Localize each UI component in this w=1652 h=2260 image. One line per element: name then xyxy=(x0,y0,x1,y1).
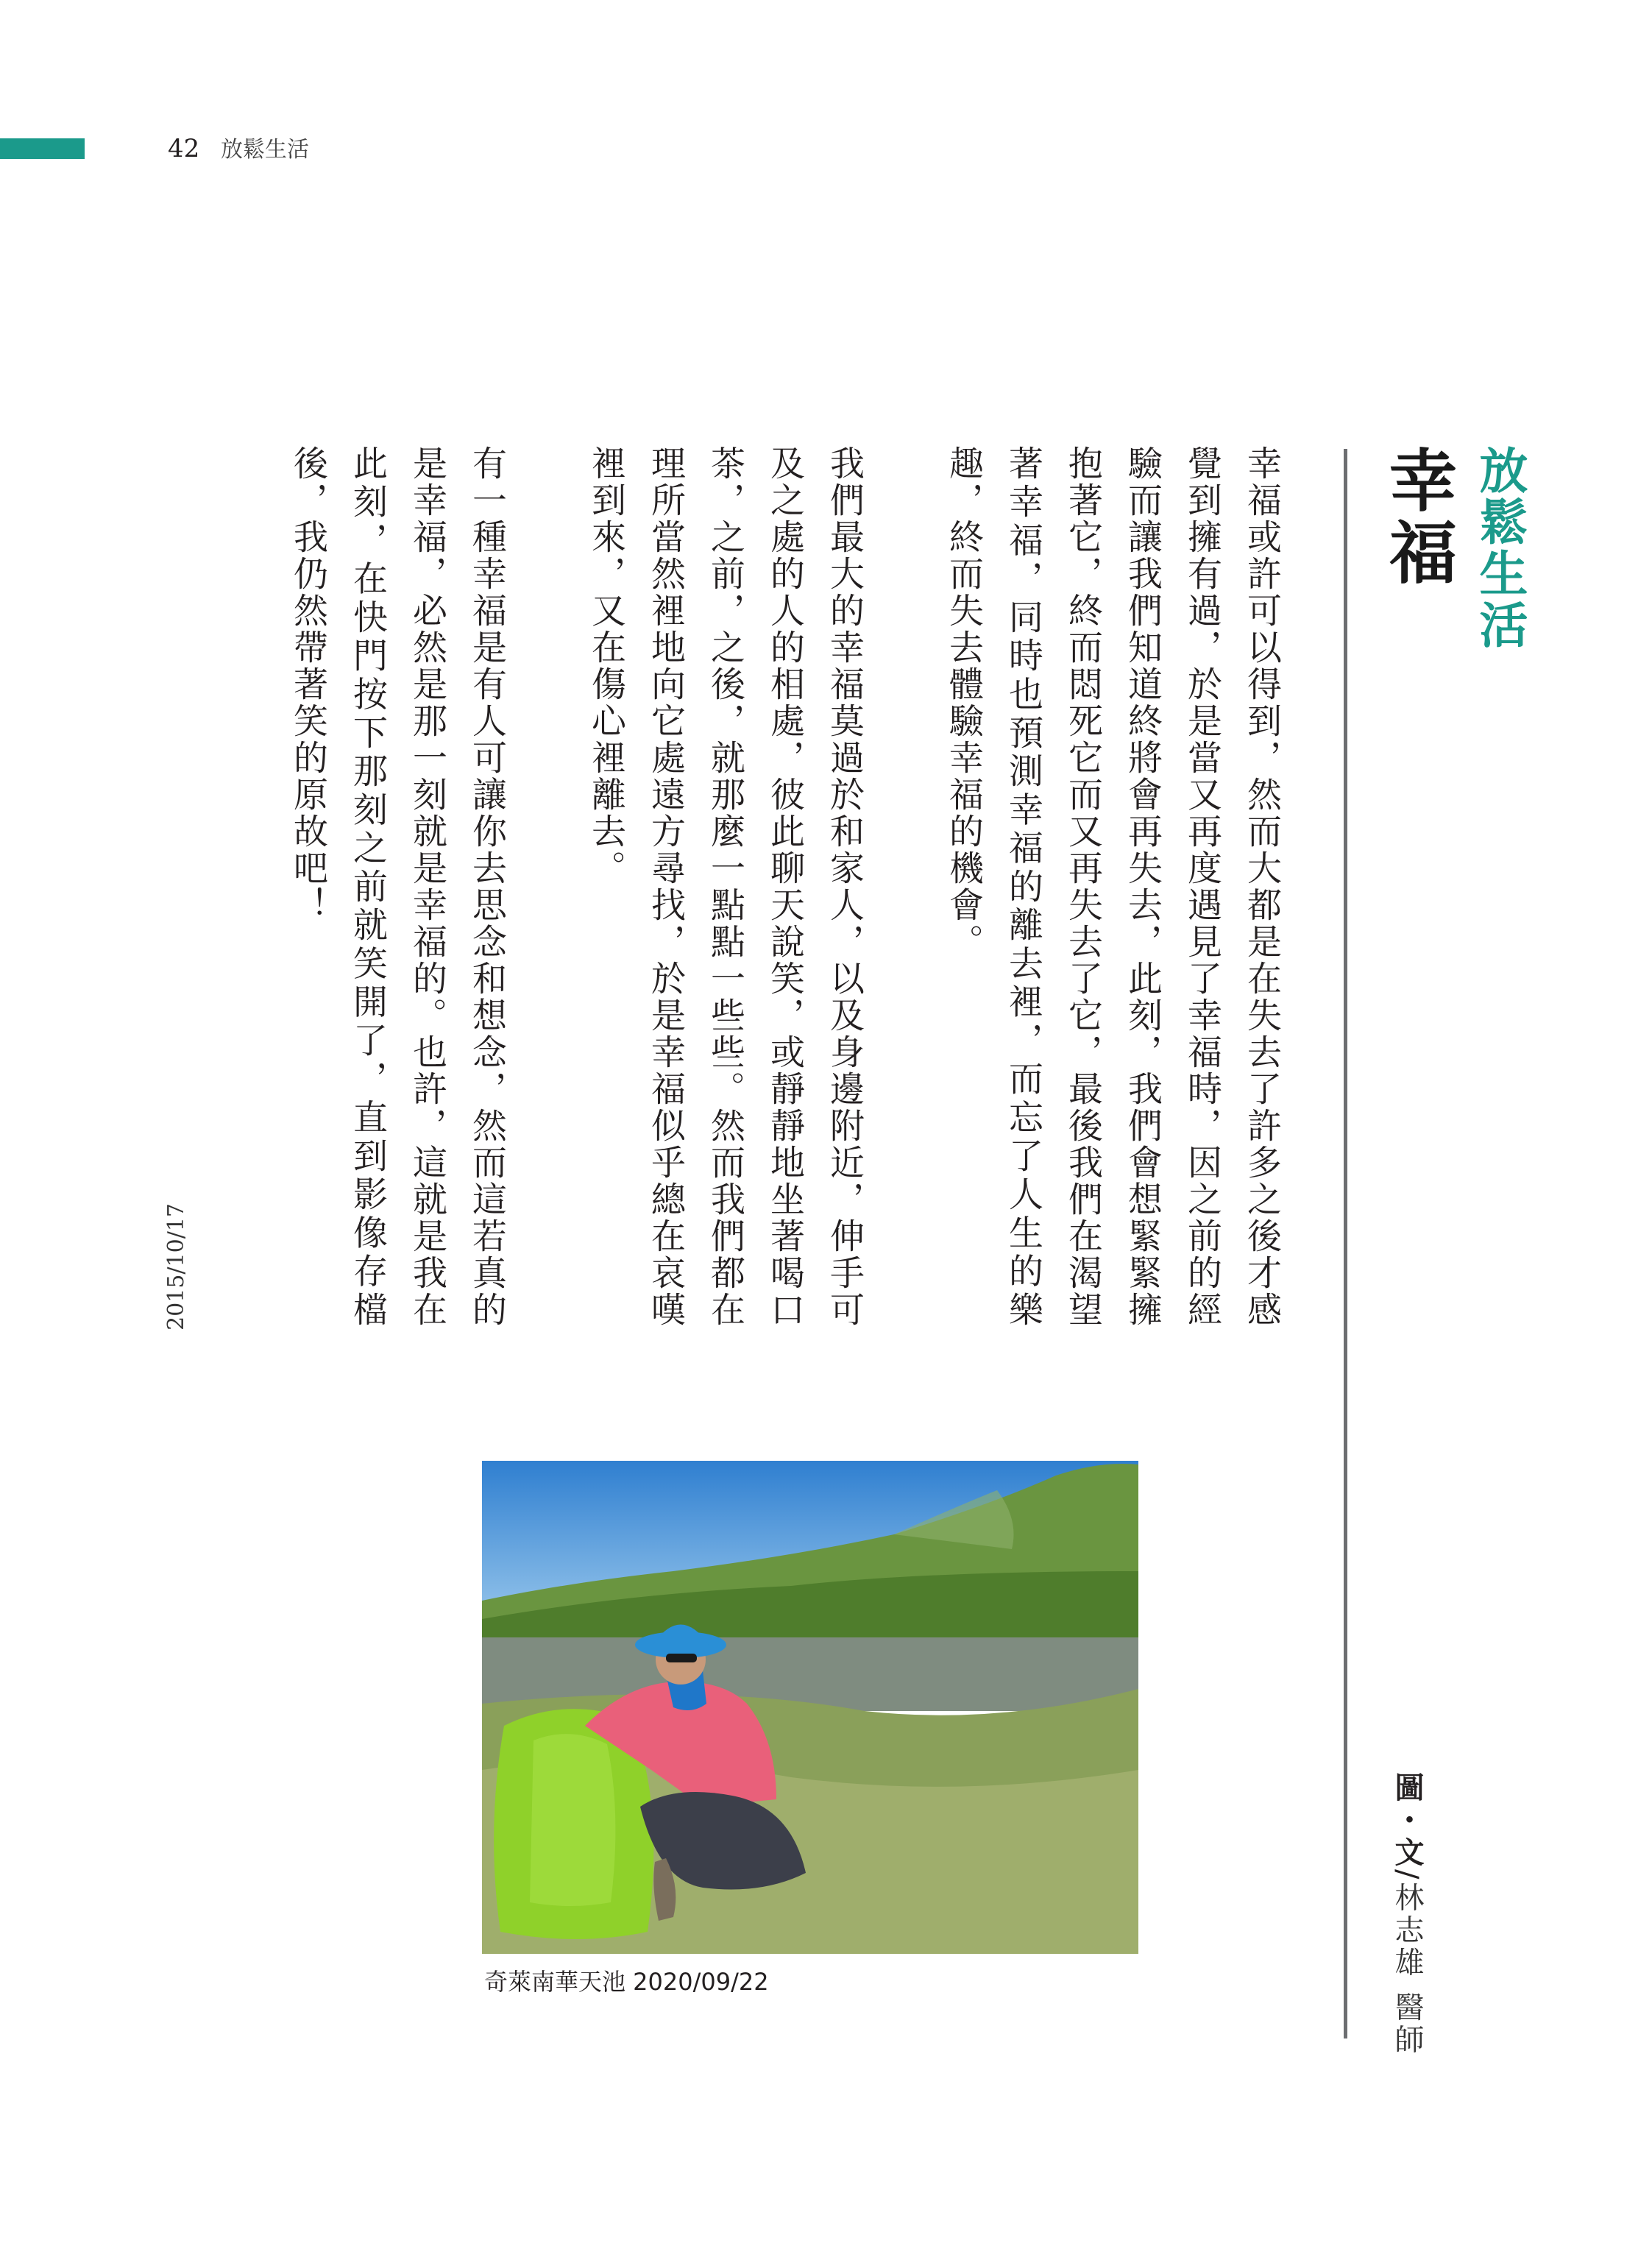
photo-caption: 奇萊南華天池 2020/09/22 xyxy=(484,1968,769,1996)
section-label: 放鬆生活 xyxy=(221,137,309,163)
author-credit xyxy=(1389,1772,1425,2056)
credit-role: 圖・文 xyxy=(1390,1772,1424,1869)
paragraph: 我們最大的幸福莫過於和家人，以及身邊附近，伸手可及之處的人的相處，彼此聊天說笑，或靜靜地坐著喝口茶，之前，之後，就那麼一點點一些些。然而我們都在理所當然裡地向它處遠方尋找，於是幸福似乎總在哀嘆裡到來，又在傷心裡離去。 xyxy=(586,445,865,1328)
article-body xyxy=(278,445,1291,1328)
credit-author: 林志雄 醫師 xyxy=(1390,1882,1424,2057)
header-accent-bar xyxy=(0,138,85,159)
vertical-divider xyxy=(1344,449,1347,2038)
article-photo xyxy=(482,1461,1138,1954)
article-date: 2015/10/17 xyxy=(163,1203,189,1331)
category-title: 放鬆生活 xyxy=(1471,445,1528,651)
paragraph: 有一種幸福是有人可讓你去思念和想念，然而這若真的是幸福，必然是那一刻就是幸福的。也許，這就是我在此刻，在快門按下那刻之前就笑開了，直到影像存檔後，我仍然帶著笑的原故吧！ xyxy=(288,445,507,1328)
credit-separator: / xyxy=(1390,1869,1424,1882)
paragraph: 幸福或許可以得到，然而大都是在失去了許多之後才感覺到擁有過，於是當又再度遇見了幸福時，因之前的經驗而讓我們知道終將會再失去，此刻，我們會想緊緊擁抱著它，終而悶死它而又再失去了它，最後我們在渴望著幸福，同時也預測幸福的離去裡，而忘了人生的樂趣，終而失去體驗幸福的機會。 xyxy=(943,445,1282,1328)
article-title: 幸福 xyxy=(1378,445,1457,589)
page-number: 42 xyxy=(168,134,200,163)
